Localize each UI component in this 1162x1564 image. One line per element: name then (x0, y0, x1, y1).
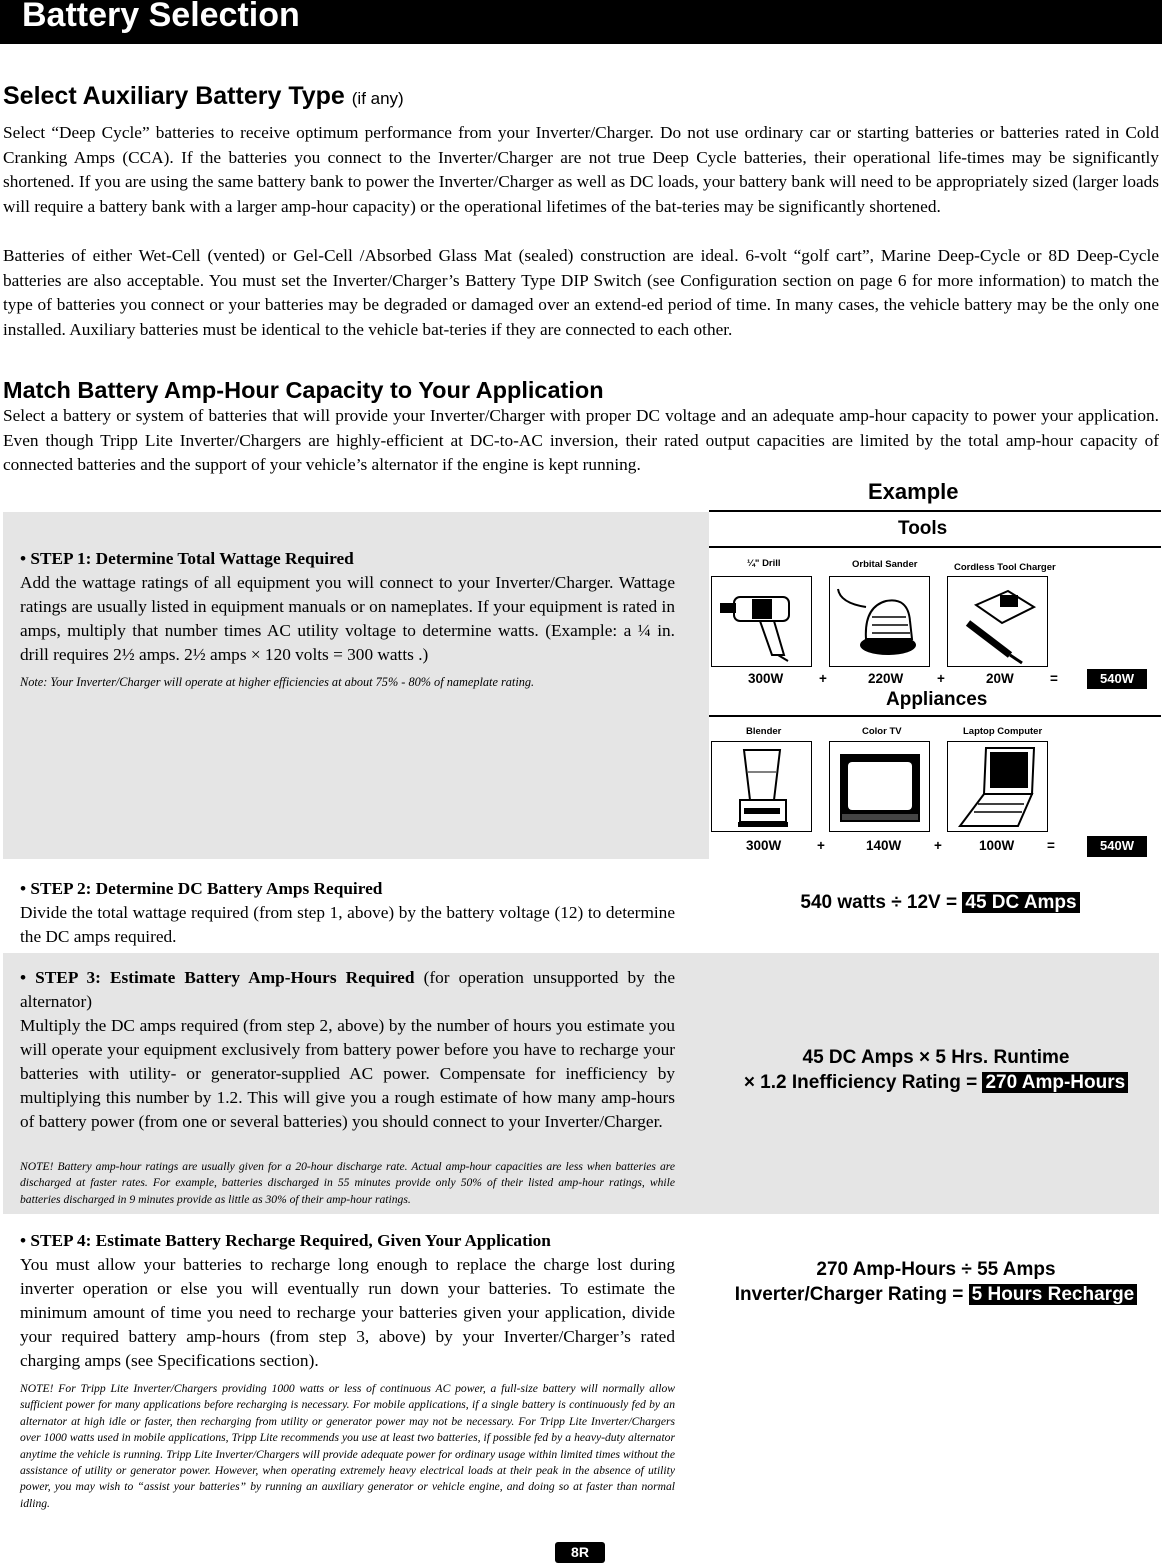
step3-result: 270 Amp-Hours (982, 1072, 1128, 1093)
example-title: Example (868, 479, 959, 504)
section-title-amp-hour: Match Battery Amp-Hour Capacity to Your Application (3, 377, 604, 403)
step1-body: Add the wattage ratings of all equipment you will connect to your Inverter/Charger. Wattage ratings are usually listed in equipment manuals or on nameplates. If your equipment is rated in amps, multiply that number times AC utility voltage to determine watts. (Example: a ¼ in. drill requires 2½ amps. 2½ amps × 120 volts = 300 watts .) (20, 573, 675, 664)
drill-watts: 300W (748, 671, 784, 686)
battery-type-paragraph-2: Batteries of either Wet-Cell (vented) or Gel-Cell /Absorbed Glass Mat (sealed) construction are ideal. 6-volt “golf cart”, Marine Deep-Cycle or 8D Deep-Cycle batteries are also acceptable. You must set the Inverter/Charger’s Battery Type DIP Switch (see Configuration section on page 6 for more information) to match the type of batteries you connect or your batteries may be degraded or damaged over an extend-ed period of time. In many cases, the vehicle battery may be the only one installed. Auxiliary batteries must be identical to the vehicle bat-teries if they are connected to each other. (3, 246, 1159, 339)
step2-calculation: 540 watts ÷ 12V = 45 DC Amps (760, 890, 1120, 915)
step1-heading: • STEP 1: Determine Total Wattage Required (20, 549, 354, 568)
step2-heading: • STEP 2: Determine DC Battery Amps Required (20, 879, 383, 898)
tool-charger-label: Cordless Tool Charger (954, 562, 1056, 573)
step1-text (20, 547, 675, 667)
laptop-watts: 100W (979, 838, 1015, 853)
sander-label: Orbital Sander (852, 559, 918, 570)
appliances-total: 540W (1087, 836, 1147, 857)
blender-label: Blender (746, 726, 782, 737)
plus-sign: + (819, 671, 827, 686)
tv-label: Color TV (862, 726, 902, 737)
tools-title: Tools (898, 518, 948, 539)
tool-charger-image (947, 576, 1048, 667)
section-title-battery-type: Select Auxiliary Battery Type (if any) (3, 82, 404, 110)
sander-watts: 220W (868, 671, 904, 686)
drill-label: ¼" Drill (747, 558, 781, 569)
step3-note: NOTE! Battery amp-hour ratings are usually given for a 20-hour discharge rate. Actual amp-hour capacities are less when batteries are discharged at faster rates. For example, batteries discharged in 55 minutes provide only 50% of their listed amp-hour ratings, while batteries discharged in 9 minutes provide as little as 30% of their amp-hour ratings. (20, 1160, 675, 1206)
appliances-title: Appliances (886, 689, 988, 710)
step4-result: 5 Hours Recharge (969, 1284, 1138, 1305)
blender-image (711, 741, 812, 832)
amp-hour-paragraph: Select a battery or system of batteries that will provide your Inverter/Charger with proper DC voltage and an adequate amp-hour capacity to power your application. Even though Tripp Lite Inverter/Chargers are highly-efficient at DC-to-AC inversion, their rated output capacities are limited by the total amp-hour capacity of connected batteries and the support of your vehicle’s alternator if the engine is kept running. (3, 406, 1159, 474)
plus-sign: + (937, 671, 945, 686)
tv-image (829, 741, 930, 832)
tools-total: 540W (1087, 669, 1147, 689)
step4-note: NOTE! For Tripp Lite Inverter/Chargers providing 1000 watts or less of continuous AC power, a full-size battery will normally allow sufficient power for many applications before recharging is necessary. For mobile applications, if a single battery is continuously fed by an alternator at high idle or faster, then recharging from utility or generator power may not be necessary. For Tripp Lite Inverter/Chargers over 1000 watts used in mobile applications, Tripp Lite recommends you use at least two batteries, if possible fed by a heavy-duty alternator anytime the vehicle is running. Tripp Lite Inverter/Chargers will provide adequate power for ordinary usage within limited times without the assistance of utility or generator power. However, when operating extremely heavy electrical loads at their peak in the absence of utility power, you may wish to “assist your batteries” by running an auxiliary generator or vehicle engine, and doing so at faster than normal idling. (20, 1382, 675, 1510)
drill-image (711, 576, 812, 667)
step4-text (20, 1229, 675, 1373)
step3-heading: • STEP 3: Estimate Battery Amp-Hours Required (20, 968, 415, 987)
example-top-rule (709, 510, 1161, 512)
laptop-image (947, 741, 1048, 832)
equals-sign: = (1050, 671, 1058, 686)
plus-sign: + (817, 838, 825, 853)
plus-sign: + (934, 838, 942, 853)
step3-body: Multiply the DC amps required (from step 2, above) by the number of hours you estimate you will operate your equipment exclusively from battery power before you have to recharge your batteries with utility- or generator-supplied AC power. Compensate for inefficiency by multiplying this number by 1.2. This will give you a rough estimate of how many amp-hours of battery power (from one or several batteries) you should connect to your Inverter/Charger. (20, 1016, 675, 1131)
sander-image (829, 576, 930, 667)
step2-text (20, 877, 675, 949)
step4-heading: • STEP 4: Estimate Battery Recharge Required, Given Your Application (20, 1231, 551, 1250)
step2-body: Divide the total wattage required (from step 1, above) by the battery voltage (12) to determine the DC amps required. (20, 903, 675, 946)
tool-charger-watts: 20W (986, 671, 1014, 686)
page-title: Battery Selection (22, 0, 300, 34)
blender-watts: 300W (746, 838, 782, 853)
battery-type-paragraph-1: Select “Deep Cycle” batteries to receive optimum performance from your Inverter/Charger. Do not use ordinary car or starting batteries or batteries rated in Cold Cranking Amps (CCA). If the batteries you connect to the Inverter/Charger are not true Deep Cycle batteries, their operational life-times may be significantly shortened. If you are using the same battery bank to power the Inverter/Charger as well as DC loads, your battery bank will need to be appropriately sized (larger loads will require a battery bank with a larger amp-hour capacity) or the operational lifetimes of the bat-teries may be significantly shortened. (3, 123, 1159, 216)
tv-watts: 140W (866, 838, 902, 853)
equals-sign: = (1047, 838, 1055, 853)
page-number: 8R (555, 1542, 605, 1563)
step4-calculation: 270 Amp-Hours ÷ 55 Amps Inverter/Charger Rating = 5 Hours Recharge (708, 1257, 1162, 1307)
step1-note: Note: Your Inverter/Charger will operate at higher efficiencies at about 75% - 80% of nameplate rating. (20, 675, 535, 689)
step3-calculation: 45 DC Amps × 5 Hrs. Runtime × 1.2 Inefficiency Rating = 270 Amp-Hours (708, 1045, 1162, 1095)
step2-result: 45 DC Amps (962, 892, 1079, 913)
appliances-rule (709, 715, 1161, 717)
header-bar (0, 0, 1162, 44)
laptop-label: Laptop Computer (963, 726, 1043, 737)
step4-body: You must allow your batteries to recharge long enough to replace the charge lost during inverter operation or else you will eventually run down your batteries. To estimate the minimum amount of time you need to recharge your batteries given your application, divide your required battery amp-hours (from step 3, above) by your Inverter/Charger’s rated charging amps (see Specifications section). (20, 1255, 675, 1370)
step3-text: • STEP 3: Estimate Battery Amp-Hours Required (for operation unsupported by the alternator) Multiply the DC amps required (from step 2, above) by the number of hours you estimate you will operate your equipment exclusively from battery power before you have to recharge your batteries with utility- or generator-supplied AC power. Compensate for inefficiency by multiplying this number by 1.2. This will give you a rough estimate of how many amp-hours of battery power (from one or several batteries) you should connect to your Inverter/Charger. (20, 968, 675, 1131)
tools-rule (709, 546, 1161, 548)
